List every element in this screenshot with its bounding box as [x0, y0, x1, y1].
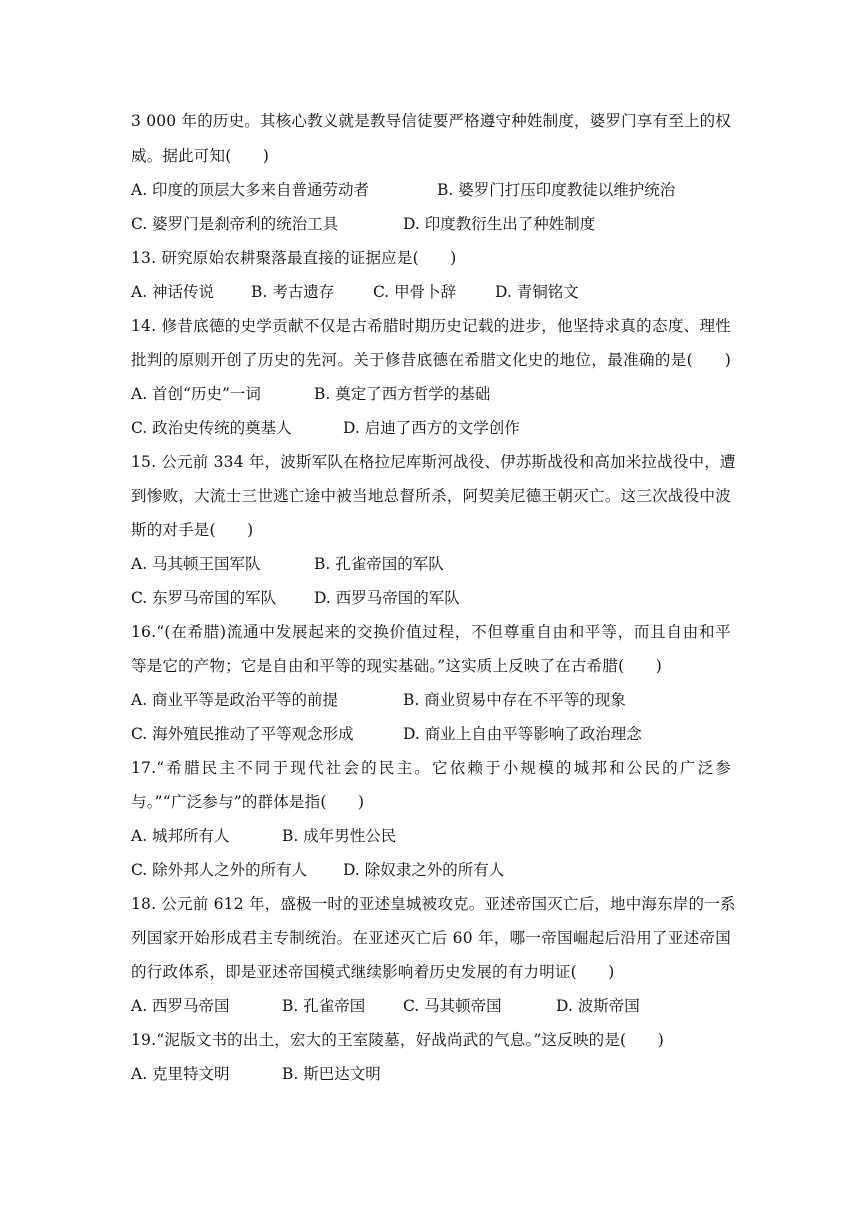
q18-option-c[interactable]: C. 马其顿帝国 — [403, 997, 502, 1015]
q18-option-d[interactable]: D. 波斯帝国 — [556, 997, 640, 1015]
q15-stem-line-1: 15. 公元前 334 年，波斯军队在格拉尼库斯河战役、伊苏斯战役和高加米拉战役中，遭 — [131, 453, 736, 471]
q15-option-b[interactable]: B. 孔雀帝国的军队 — [314, 555, 444, 573]
q17-stem-line-2: 与。”“广泛参与”的群体是指( ) — [131, 793, 365, 811]
q12-option-c[interactable]: C. 婆罗门是刹帝利的统治工具 — [131, 215, 339, 233]
q16-stem-line-2: 等是它的产物；它是自由和平等的现实基础。”这实质上反映了在古希腊( ) — [131, 657, 662, 675]
q12-option-d[interactable]: D. 印度教衍生出了种姓制度 — [403, 215, 596, 233]
q12-stem-line-2: 威。据此可知( ) — [131, 147, 270, 165]
q18-option-a[interactable]: A. 西罗马帝国 — [131, 997, 230, 1015]
q15-stem-line-3: 斯的对手是( ) — [131, 521, 254, 539]
q16-option-b[interactable]: B. 商业贸易中存在不平等的现象 — [403, 691, 626, 709]
q18-stem-line-1: 18. 公元前 612 年，盛极一时的亚述皇城被攻克。亚述帝国灭亡后，地中海东岸的一系 — [131, 895, 736, 913]
q17-option-d[interactable]: D. 除奴隶之外的所有人 — [343, 861, 505, 879]
q14-option-c[interactable]: C. 政治史传统的奠基人 — [131, 419, 292, 437]
q17-option-a[interactable]: A. 城邦所有人 — [131, 827, 230, 845]
q19-option-a[interactable]: A. 克里特文明 — [131, 1065, 230, 1083]
q13-stem: 13. 研究原始农耕聚落最直接的证据应是( ) — [131, 249, 457, 267]
q12-option-b[interactable]: B. 婆罗门打压印度教徒以维护统治 — [437, 181, 676, 199]
q18-stem-line-3: 的行政体系，即是亚述帝国模式继续影响着历史发展的有力明证( ) — [131, 963, 615, 981]
q16-option-d[interactable]: D. 商业上自由平等影响了政治理念 — [403, 725, 642, 743]
q14-option-d[interactable]: D. 启迪了西方的文学创作 — [343, 419, 520, 437]
q19-stem: 19.“泥版文书的出土，宏大的王室陵墓，好战尚武的气息。”这反映的是( ) — [131, 1031, 664, 1049]
q16-stem-line-1: 16.“(在希腊)流通中发展起来的交换价值过程，不但尊重自由和平等，而且自由和平 — [131, 623, 731, 641]
q13-option-a[interactable]: A. 神话传说 — [131, 283, 215, 301]
q12-stem-line-1: 3 000 年的历史。其核心教义就是教导信徒要严格遵守种姓制度，婆罗门享有至上的权 — [131, 112, 732, 130]
q15-option-d[interactable]: D. 西罗马帝国的军队 — [314, 589, 460, 607]
q13-option-d[interactable]: D. 青铜铭文 — [495, 283, 579, 301]
q14-option-a[interactable]: A. 首创“历史”一词 — [131, 385, 261, 403]
q16-option-a[interactable]: A. 商业平等是政治平等的前提 — [131, 691, 339, 709]
q17-option-b[interactable]: B. 成年男性公民 — [282, 827, 397, 845]
q15-option-a[interactable]: A. 马其顿王国军队 — [131, 555, 261, 573]
q14-stem-line-1: 14. 修昔底德的史学贡献不仅是古希腊时期历史记载的进步，他坚持求真的态度、理性 — [131, 317, 731, 335]
q13-option-b[interactable]: B. 考古遗存 — [251, 283, 335, 301]
q17-stem-line-1: 17.“希腊民主不同于现代社会的民主。它依赖于小规模的城邦和公民的广泛参 — [131, 759, 731, 777]
q16-option-c[interactable]: C. 海外殖民推动了平等观念形成 — [131, 725, 354, 743]
q12-option-a[interactable]: A. 印度的顶层大多来自普通劳动者 — [131, 181, 370, 199]
q15-stem-line-2: 到惨败，大流士三世逃亡途中被当地总督所杀，阿契美尼德王朝灭亡。这三次战役中波 — [131, 487, 731, 505]
q14-stem-line-2: 批判的原则开创了历史的先河。关于修昔底德在希腊文化史的地位，最准确的是( ) — [131, 351, 731, 369]
q14-option-b[interactable]: B. 奠定了西方哲学的基础 — [314, 385, 491, 403]
q18-stem-line-2: 列国家开始形成君主专制统治。在亚述灭亡后 60 年，哪一帝国崛起后沿用了亚述帝国 — [131, 929, 731, 947]
q13-option-c[interactable]: C. 甲骨卜辞 — [373, 283, 457, 301]
q17-option-c[interactable]: C. 除外邦人之外的所有人 — [131, 861, 308, 879]
q19-option-b[interactable]: B. 斯巴达文明 — [282, 1065, 381, 1083]
q15-option-c[interactable]: C. 东罗马帝国的军队 — [131, 589, 277, 607]
q18-option-b[interactable]: B. 孔雀帝国 — [282, 997, 366, 1015]
